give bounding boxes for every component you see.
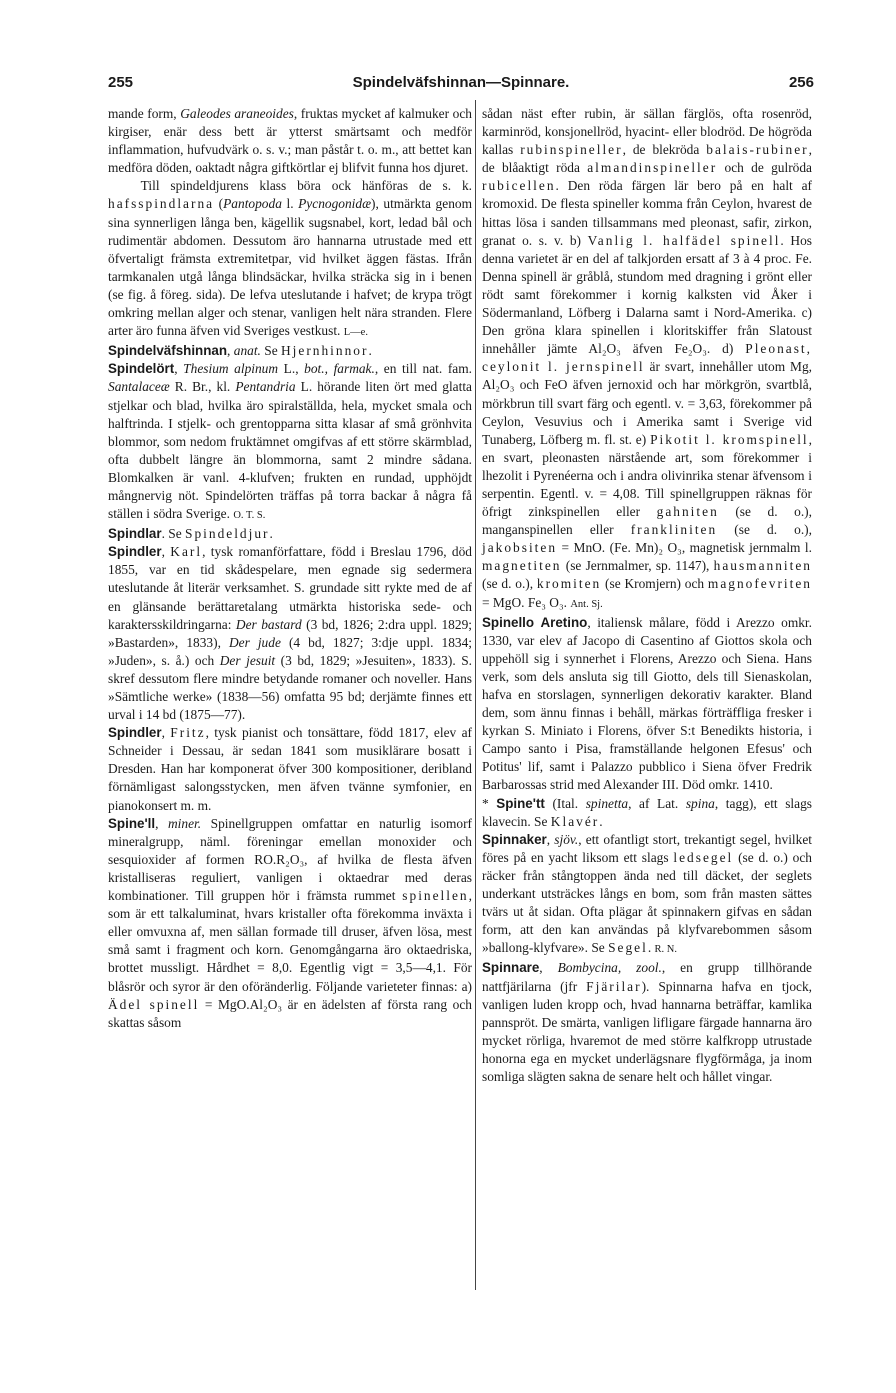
entry-headword: Spindlar: [108, 526, 162, 542]
asterisk-mark: *: [482, 795, 497, 811]
entry-paragraph-sea-spiders: Till spindeldjurens klass böra ock hänföras de s. k. hafsspindlarna (Pantopoda l. Pycnogonidæ), utmärkta genom sina synnerligen långa ben, kägellik sugsnabel, kort, ledad bål och rudimentär abdomen. Dessutom äro hannarna utrustade med ett öfvertaligt främsta extremitetpar, vid hvilket äggen fästas. Ifrån tarmkanalen utgå långa blindsäckar, hvilka sträcka sig in i benen (se fig. å föreg. sida). De lefva uteslutande i hafvet; de krypa trögt omkring mellan alger och stenar, vanligen helt nära stranden. Flere arter äro funna äfven vid Sveriges vestkust. L—e.: [108, 178, 472, 339]
column-divider: [475, 100, 476, 1290]
entry-headword: Spinnaker: [482, 831, 547, 847]
right-column: [482, 105, 812, 1086]
entry-spindlar: Spindlar. Se Spindeldjur.: [108, 526, 273, 542]
entry-headword: Spine'll: [108, 815, 156, 831]
author-signature: L—e.: [343, 327, 368, 339]
entry-spinnaker: Spinnaker, sjöv., ett ofantligt stort, trekantigt segel, hvilket föres på en yacht liksom ett slags ledsegel (se d. o.) och räcker från stångtoppen ända ned till däcket, der seglets underkant utsträckes långs en bom, som från masten sättes tvärs ut åt sidan. Ofta plägar åt spinnakern gifvas en sådan form, att den kan användas på klyfvarebommen såsom »ballong-klyfvare». Se Segel. R. N.: [482, 831, 812, 956]
entry-headword: Spindler: [108, 544, 162, 560]
entry-headword: Spindelört: [108, 361, 175, 377]
author-signature: R. N.: [654, 944, 677, 956]
entry-spinell: Spine'll, miner. Spinellgruppen omfattar en naturlig isomorf mineralgrupp, näml. föreningar emellan monoxider och sesquioxider af formen RO.R₂O₃, af hvilka de flesta äfven kristalliseras reguliert, vanligen i oktaedrar med deras kombinationer. Till gruppen hör i främsta rummet spinellen, som är ett talkaluminat, hvars kristaller ofta förekomma inväxta i eller omvuxna af, men sällan formade till druser, äfven lösa, mest små samt i fragment och korn. Genomgångarna äro oktaedriska, brottet mussligt. Hårdhet = 8,0. Egentlig vigt = 3,5—4,1. För blåsrör och syror är den oföränderlig. Följande varieteter finnas: a) Ädel spinell = MgO.Al₂O₃ är en ädelsten af första rang och skattas såsom: [108, 815, 472, 1030]
author-signature: O. T. S.: [233, 510, 266, 522]
page-header: [108, 74, 814, 96]
entry-spindler-karl: Spindler, Karl, tysk romanförfattare, född i Breslau 1796, död 1855, var en tid skådespelare, men egnade sig sedermera uteslutande åt literär verksamhet. S. grundade sitt rykte med de af en glänsande berättaretalang utmärkta historiska sede- och karaktersskildringarna: Der bastard (3 bd, 1826; 2:dra uppl. 1829; »Bastarden», 1833), Der jude (4 bd, 1827; 3:dje uppl. 1834; »Juden», s. å.) och Der jesuit (3 bd, 1829; »Jesuiten», 1833). S. skref dessutom flere mindre betydande romaner och noveller. Hans »Sämtliche werke» (1838—56) omfatta 95 bd; derjämte finnes ett urval i 14 bd (1875—77).: [108, 544, 472, 723]
entry-headword: Spine'tt: [496, 795, 545, 811]
entry-continuation: sådan näst efter rubin, är sällan färglös, ofta rosenröd, karminröd, konsjonellröd, hyacint- eller blodröd. De högröda kallas rubinspineller, de blekröda balais-rubiner, de blåaktigt röda almandinspineller och de gulröda rubicellen. Den röda färgen lär bero på en halt af kromoxid. De flesta spineller komma från Ceylon, hvarest de hittas lösa i sanden tillsammans med pleonast, safir, zirkon, granat o. s. v. b) Vanlig l. halfädel spinell. Hos denna varietet är en del af talkjorden ersatt af 3 à 4 proc. Fe. Denna spinell är gråblå, stundom med dragning i grönt eller rödt samt förekommer i kornig kalksten vid Åker i Södermanland, Löfberg i Dalarna samt i Nord-Amerika. c) Den gröna klara spinellen i kloritskiffer från Slatoust innehåller jämte Al₂O₃ äfven Fe₂O₃. d) Pleonast, ceylonit l. jernspinell är svart, innehåller utom Mg, Al₂O₃ och FeO äfven jernoxid och har mörkgrön, svartblå, mörkbrun till svart färg och egentl. v. = 3,63, förekommer på Ceylon, Vesuvius och i Amerika samt i Sverige vid Tunaberg, Löfberg m. fl. st. e) Pikotit l. kromspinell, en svart, pleonasten närstående art, som förekommer i lhezolit i Pyrenéerna och i andra olivinrika stenar äfvensom i serpentin. Egentl. v. = 4,08. Till spinellgruppen räknas för öfrigt zinkspinellen eller gahniten (se d. o.), manganspinellen eller frankliniten (se d. o.), jakobsiten = MnO. (Fe. Mn)₂ O₃, magnetisk jernmalm l. magnetiten (se Jernmalmer, sp. 1147), hausmanniten (se d. o.), kromiten (se Kromjern) och magnofevriten = MgO. Fe₃ O₃. Ant. Sj.: [482, 106, 812, 610]
page-number-left: 255: [108, 74, 134, 91]
running-title: Spindelväfshinnan—Spinnare.: [352, 74, 570, 91]
entry-spindelort: Spindelört, Thesium alpinum L., bot., farmak., en till nat. fam. Santalaceæ R. Br., kl. Pentandria L. hörande liten ört med glatta stjelkar och blad, hvilka äro spiralställda, hela, mycket smala och halftrinda. I stjelk- och grentopparna sitta klasar af små grönhvita blommor, som nedom fruktämnet omgifvas af ett större skärmblad, ofta dubbelt längre än blommorna, samt 2 mindre sådana. Blomkalken är vanl. 4-klufven; frukten en rundad, upphöjdt mångnervig nöt. Spindelörten träffas på torra backar å några få ställen i södra Sverige. O. T. S.: [108, 361, 473, 522]
entry-continuation: mande form, Galeodes araneoides, fruktas mycket af kalmuker och kirgiser, enär dess bett är ytterst smärtsamt och medför inflammation, hufvudvärk o. s. v.; man påstår t. o. m., att bettet kan medföra döden, oaktadt några giftkörtlar ej blifvit funna hos djuret.: [108, 106, 472, 176]
entry-headword: Spindler: [108, 725, 162, 741]
entry-headword: Spinello Aretino: [482, 614, 588, 630]
page-number-right: 256: [788, 74, 814, 91]
entry-spindelvafshinnan: Spindelväfshinnan, anat. Se Hjernhinnor.: [108, 343, 372, 359]
left-column: [108, 105, 472, 1032]
entry-spinello-aretino: Spinello Aretino, italiensk målare, född i Arezzo omkr. 1330, var elev af Jacopo di Casentino af Giottos skola och uppehöll sig i synnerhet i Florens, Arezzo och Siena. Hans verk, som dels ansluta sig till Giotto, dels till Sienaskolan, hafva en storslagen, synnerligen dekorativ karakter. Bland dem, som ännu finnas i behåll, märkas förträffliga fresker i kyrkan S. Miniato i Florens, öfver S:t Benedikts historia, i Campo santo i Pisa, framställande helgonen Efesus' och Potitus' lif, samt i Palazzo pubblico i Siena öfver Fredrik Barbarossas strid med Alexander III. Död omkr. 1410.: [482, 614, 812, 793]
entry-spindler-fritz: Spindler, Fritz, tysk pianist och tonsättare, född 1817, elev af Schneider i Dessau, är sedan 1841 som musiklärare bosatt i Dresden. Han har komponerat öfver 300 kompositioner, deribland förnämligast salongsstycken, men äfven tvänne symfonier, en pianokonsert m. m.: [108, 725, 472, 813]
author-signature: Ant. Sj.: [570, 598, 603, 610]
entry-spinnare: Spinnare, Bombycina, zool., en grupp tillhörande nattfjärilarna (jfr Fjärilar). Spinnarna hafva en tjock, vanligen luden kropp och, hvad hannarna beträffar, kamlika pannspröt. De smärta, vanligen lifligare färgade hannarna äro mycket rörliga, hvaremot de med större kalfkropp utrustade honorna ega en mycket underlägsnare flygförmåga, ja inom somliga slägten sakna de senare helt och hållet vingar.: [482, 960, 813, 1084]
entry-headword: Spindelväfshinnan: [108, 343, 228, 359]
entry-spinett: * Spine'tt (Ital. spinetta, af Lat. spina, tagg), ett slags klavecin. Se Klavér.: [482, 795, 813, 829]
entry-headword: Spinnare: [482, 960, 540, 976]
